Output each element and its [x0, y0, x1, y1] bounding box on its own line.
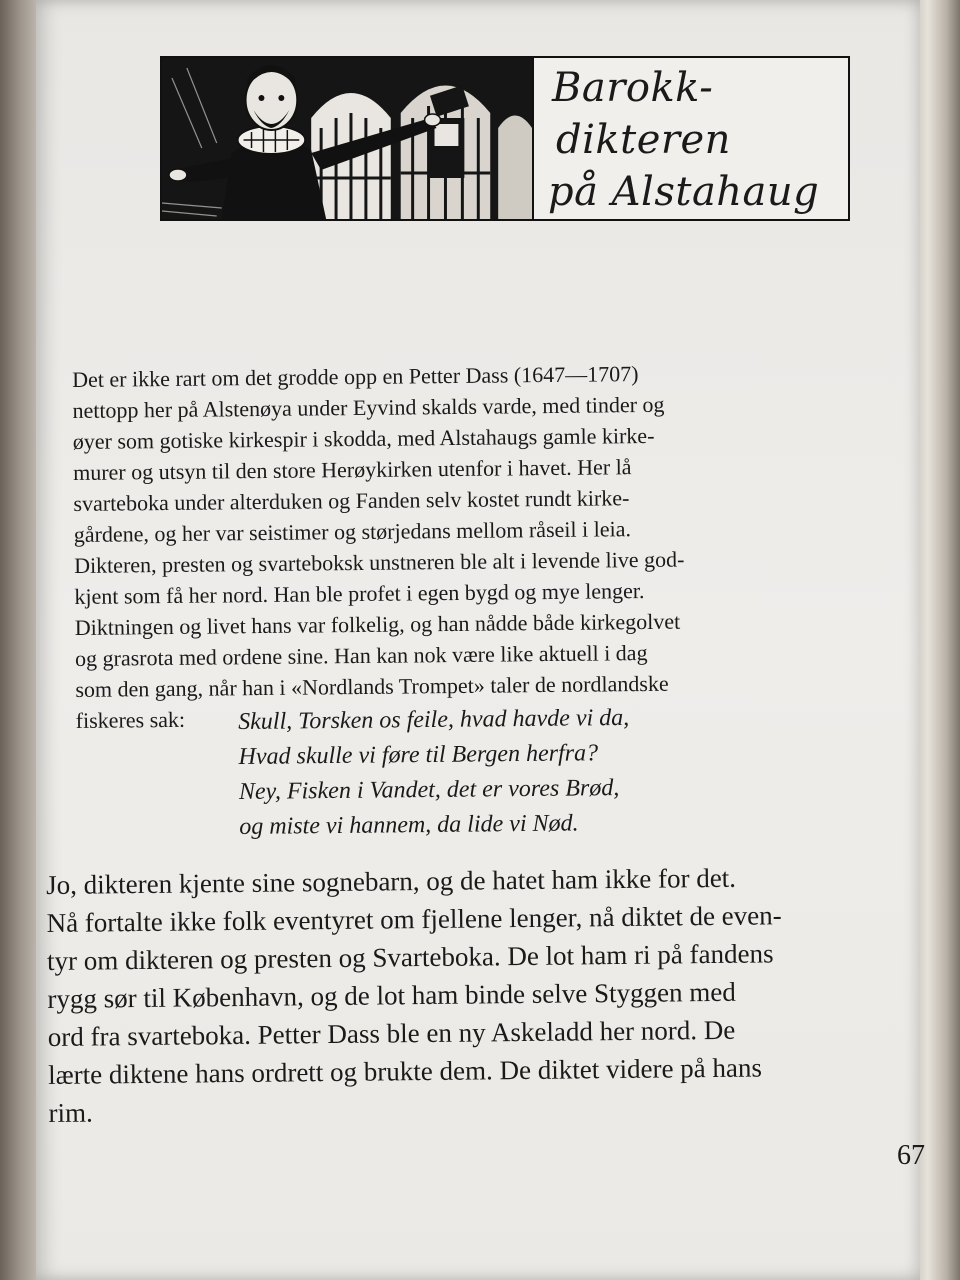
text-line: lærte diktene hans ordrett og brukte dem. De diktet videre på hans [48, 1052, 763, 1090]
text-line: og grasrota med ordene sine. Han kan nok være like aktuell i dag [74, 639, 648, 671]
text-line: svarteboka under alterduken og Fanden selv kostet rundt kirke- [73, 485, 630, 516]
text-line: Nå fortalte ikke folk eventyret om fjellene lenger, nå diktet de even- [46, 900, 782, 938]
text-line: fiskeres sak: [75, 706, 186, 733]
text-line: øyer som gotiske kirkespir i skodda, med Alstahaugs gamle kirke- [72, 422, 655, 454]
text-line: Diktningen og livet hans var folkelig, og han nådde både kirkegolvet [74, 608, 681, 640]
verse-line: Ney, Fisken i Vandet, det er vores Brød, [238, 775, 620, 805]
next-page-edge [914, 0, 960, 1280]
verse-line: Hvad skulle vi føre til Bergen herfra? [238, 740, 599, 770]
page-number: 67 [897, 1140, 925, 1171]
priest-woodcut-image [162, 58, 532, 219]
woodcut-illustration [162, 58, 534, 219]
text-line: som den gang, når han i «Nordlands Trompet» taler de nordlandske [75, 670, 669, 702]
text-line: rygg sør til København, og de lot ham binde selve Styggen med [47, 976, 736, 1014]
paragraph-intro [72, 356, 876, 736]
verse-line: og miste vi hannem, da lide vi Nød. [239, 810, 579, 840]
verse-quote [238, 701, 630, 845]
chapter-title-line: på Alstahaug [548, 169, 820, 215]
text-line: Jo, dikteren kjente sine sognebarn, og de hatet ham ikke for det. [46, 862, 737, 900]
text-line: ord fra svarteboka. Petter Dass ble en ny Askeladd her nord. De [47, 1014, 736, 1052]
chapter-title [534, 58, 848, 219]
text-line: gårdene, og her var seistimer og størjedans mellom råseil i leia. [73, 516, 632, 547]
text-line: Dikteren, presten og svarteboksk unstneren ble alt i levende live god- [73, 546, 685, 578]
text-line: murer og utsyn til den store Herøykirken utenfor i havet. Her lå [73, 454, 632, 485]
chapter-header [160, 56, 850, 221]
verse-line: Skull, Torsken os feile, hvad havde vi da, [238, 704, 630, 735]
chapter-title-line: dikteren [556, 117, 731, 163]
text-line: nettopp her på Alstenøya under Eyvind skalds varde, med tinder og [72, 391, 665, 423]
paragraph-closing [46, 857, 899, 1132]
text-line: tyr om dikteren og presten og Svarteboka. De lot ham ri på fandens [46, 938, 774, 976]
chapter-title-line: Barokk- [552, 65, 714, 111]
text-line: Det er ikke rart om det grodde opp en Petter Dass (1647—1707) [72, 361, 639, 392]
text-line: kjent som få her nord. Han ble profet i egen bygd og mye lenger. [74, 578, 645, 609]
text-line: rim. [48, 1097, 93, 1128]
